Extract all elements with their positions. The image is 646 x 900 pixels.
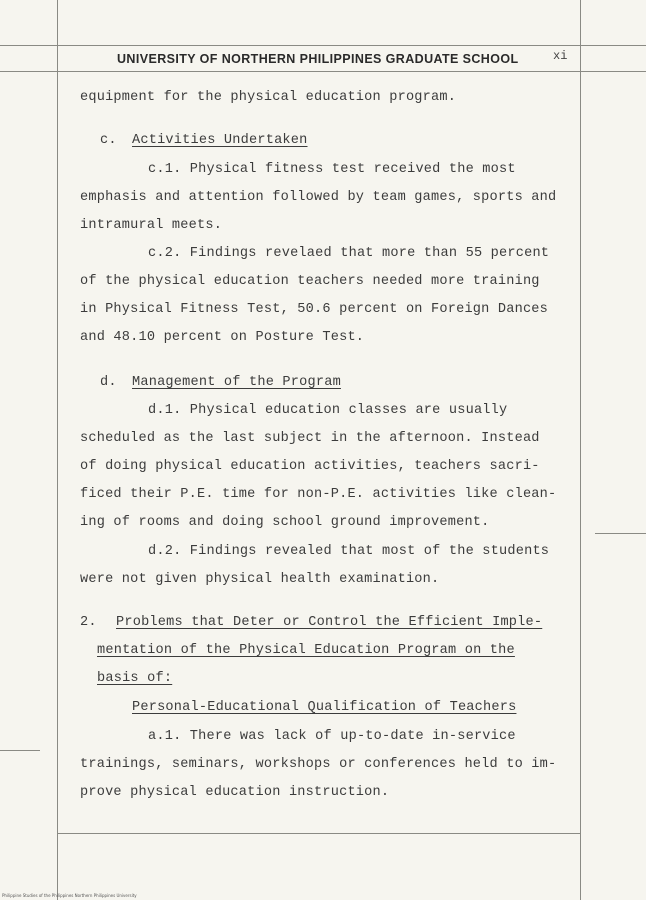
- text-line: ing of rooms and doing school ground improvement.: [80, 515, 490, 530]
- text-line: scheduled as the last subject in the afternoon. Instead: [80, 431, 540, 446]
- text-line: trainings, seminars, workshops or conferences held to im-: [80, 757, 557, 772]
- subsection-title: Personal-Educational Qualification of Teachers: [132, 700, 517, 715]
- text-line: equipment for the physical education program.: [80, 90, 457, 105]
- right-edge-tick: [595, 533, 646, 534]
- text-line: d.2. Findings revealed that most of the students: [148, 544, 550, 559]
- header-rule-bottom: [0, 71, 646, 72]
- header-rule-top: [0, 45, 646, 46]
- left-edge-tick: [0, 750, 40, 751]
- section-marker: c.: [100, 133, 117, 148]
- footer-credit: Philippine Studies of the Philippines Northern Philippines University: [2, 893, 137, 898]
- section-marker: 2.: [80, 615, 97, 630]
- text-line: emphasis and attention followed by team games, sports and: [80, 190, 557, 205]
- text-line: intramural meets.: [80, 218, 223, 233]
- text-line: were not given physical health examination.: [80, 572, 440, 587]
- text-line: of doing physical education activities, teachers sacri-: [80, 459, 540, 474]
- text-line: of the physical education teachers needed more training: [80, 274, 540, 289]
- text-line: prove physical education instruction.: [80, 785, 390, 800]
- section-title: Management of the Program: [132, 375, 341, 390]
- page-header: UNIVERSITY OF NORTHERN PHILIPPINES GRADUATE SCHOOL: [117, 52, 519, 66]
- section-title: Problems that Deter or Control the Efficient Imple-: [116, 615, 543, 630]
- left-margin-rule: [57, 0, 58, 900]
- text-line: c.2. Findings revelaed that more than 55 percent: [148, 246, 550, 261]
- text-line: and 48.10 percent on Posture Test.: [80, 330, 365, 345]
- page-number: xi: [553, 49, 568, 63]
- text-line: d.1. Physical education classes are usually: [148, 403, 508, 418]
- text-line: c.1. Physical fitness test received the most: [148, 162, 516, 177]
- section-title-continued: basis of:: [97, 671, 173, 686]
- text-line: ficed their P.E. time for non-P.E. activities like clean-: [80, 487, 557, 502]
- right-margin-rule: [580, 0, 581, 900]
- text-line: a.1. There was lack of up-to-date in-service: [148, 729, 516, 744]
- section-title-continued: mentation of the Physical Education Program on the: [97, 643, 515, 658]
- section-title: Activities Undertaken: [132, 133, 308, 148]
- text-line: in Physical Fitness Test, 50.6 percent on Foreign Dances: [80, 302, 549, 317]
- bottom-rule: [57, 833, 580, 834]
- section-marker: d.: [100, 375, 117, 390]
